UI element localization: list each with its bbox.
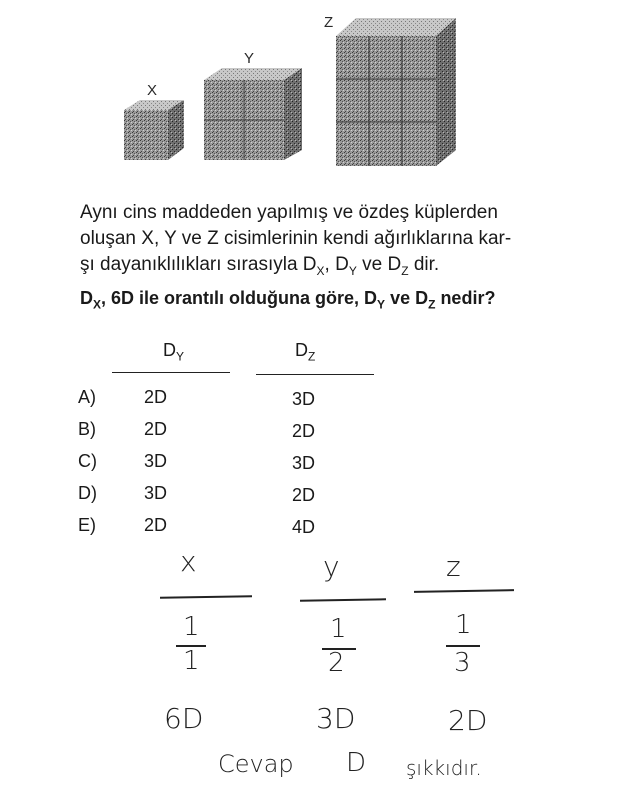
question-d: D <box>80 288 93 308</box>
sub-x: X <box>316 263 325 278</box>
option-dy-value: 3D <box>144 483 168 503</box>
cubes-figure <box>0 0 618 180</box>
option-letter: B) <box>78 419 96 439</box>
hand-frac-y-num: 1 <box>330 614 347 644</box>
hand-rule-x <box>160 595 252 599</box>
sub-y: Y <box>348 263 357 278</box>
cube-x <box>124 100 184 160</box>
problem-text <box>80 200 560 284</box>
problem-line-3-suffix: dir. <box>408 254 440 275</box>
question-text <box>80 288 495 312</box>
hand-answer-letter: D <box>346 748 367 778</box>
option-d[interactable] <box>78 483 338 509</box>
option-dy-value: 2D <box>144 515 168 535</box>
column-rule-dy <box>112 372 230 373</box>
cube-z <box>336 18 456 166</box>
question-part-1: , 6D ile orantılı olduğuna göre, D <box>101 288 378 308</box>
hand-head-y: y <box>323 550 340 583</box>
question-part-2: ve D <box>385 288 429 308</box>
column-head-dy <box>163 340 184 364</box>
option-dz-value: 2D <box>292 485 316 505</box>
column-rule-dz <box>256 374 374 375</box>
hand-answer-cevap: Cevap <box>218 750 294 778</box>
hand-head-x: x <box>180 545 197 578</box>
hand-frac-y-den: 2 <box>328 648 345 678</box>
sep-2: ve D <box>356 254 402 275</box>
cube-y <box>204 68 302 160</box>
sep-1: , D <box>324 254 349 275</box>
cube-z-label: Z <box>324 14 334 31</box>
column-head-dy-d: D <box>163 340 176 360</box>
problem-line-3 <box>80 252 560 284</box>
hand-rule-z <box>414 589 514 593</box>
option-letter: C) <box>78 451 97 471</box>
problem-line-1: Aynı cins maddeden yapılmış ve özdeş küplerden <box>80 202 498 223</box>
option-letter: E) <box>78 515 96 535</box>
hand-frac-z-num: 1 <box>455 610 472 640</box>
problem-line-2: oluşan X, Y ve Z cisimlerinin kendi ağırlıklarına kar- <box>80 228 512 249</box>
hand-frac-x-den: 1 <box>183 646 200 676</box>
cube-y-label: Y <box>244 50 255 67</box>
hand-rule-y <box>300 598 386 602</box>
hand-frac-x-num: 1 <box>183 612 200 642</box>
problem-line-3-prefix: şı dayanıklılıkları sırasıyla D <box>80 254 317 275</box>
hand-result-y: 3D <box>316 702 356 735</box>
column-head-dz-d: D <box>295 340 308 360</box>
option-dy-value: 2D <box>144 387 168 407</box>
question-sub-z: Z <box>428 297 436 312</box>
hand-frac-z-bar <box>446 645 480 647</box>
column-head-dz-sub: Z <box>308 349 316 364</box>
option-dz-value: 3D <box>292 453 316 473</box>
cube-x-label: X <box>147 82 158 99</box>
hand-result-z: 2D <box>448 704 488 737</box>
option-letter: D) <box>78 483 97 503</box>
option-e[interactable] <box>78 515 338 541</box>
option-a[interactable] <box>78 387 338 413</box>
option-dz-value: 3D <box>292 389 316 409</box>
hand-frac-z-den: 3 <box>454 648 471 678</box>
option-letter: A) <box>78 387 96 407</box>
option-b[interactable] <box>78 419 338 445</box>
question-part-3: nedir? <box>435 288 496 308</box>
hand-head-z: z <box>446 550 461 583</box>
hand-answer-text: şıkkıdır. <box>406 756 482 780</box>
column-head-dz <box>295 340 315 364</box>
question-sub-y: Y <box>377 297 386 312</box>
option-dy-value: 2D <box>144 419 168 439</box>
option-dy-value: 3D <box>144 451 168 471</box>
hand-result-x: 6D <box>164 702 204 735</box>
option-dz-value: 4D <box>292 517 316 537</box>
option-c[interactable] <box>78 451 338 477</box>
sub-z: Z <box>401 263 409 278</box>
column-head-dy-sub: Y <box>176 349 185 364</box>
option-dz-value: 2D <box>292 421 316 441</box>
question-sub-x: X <box>93 297 102 312</box>
